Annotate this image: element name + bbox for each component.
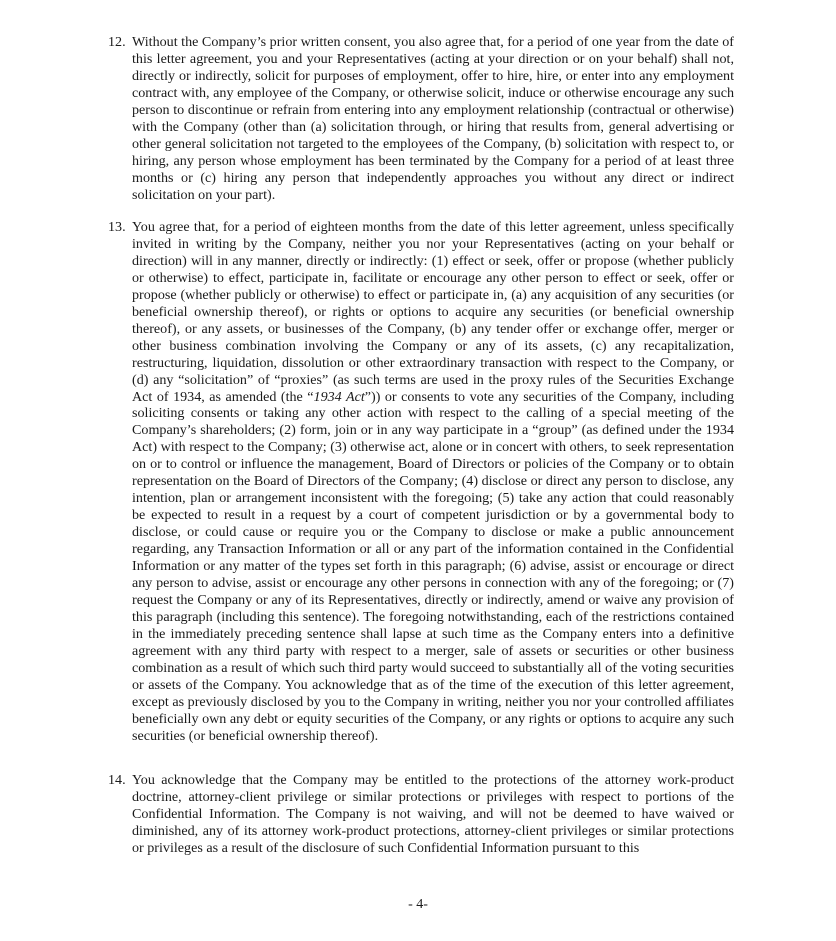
paragraph-text: You acknowledge that the Company may be entitled to the protections of the attorney work-product doctrine, attorney-client privilege or similar protections or privileges with respect to portions of the Confidential Information. The Company is not waiving, and will not be deemed to have waived or diminished, any of its attorney work-product protections, attorney-client privileges or similar protections or privileges as a result of the disclosure of such Confidential Information pursuant to this [132, 772, 734, 856]
paragraph-number: 14. [108, 772, 126, 788]
paragraph-14 [108, 772, 734, 857]
paragraph-number: 13. [108, 219, 126, 235]
paragraph-text [132, 219, 734, 745]
paragraph-text: Without the Company’s prior written consent, you also agree that, for a period of one year from the date of this letter agreement, you and your Representatives (acting at your direction or on your behalf) shall not, directly or indirectly, solicit for purposes of employment, offer to hire, hire, or enter into any employment contract with, any employee of the Company, or otherwise solicit, induce or otherwise encourage any such person to discontinue or refrain from entering into any employment relationship (contractual or otherwise) with the Company (other than (a) solicitation through, or hiring that results from, general advertising or other general solicitation not targeted to the employees of the Company, (b) solicitation with respect to, or hiring, any person whose employment has been terminated by the Company for a period of at least three months or (c) hiring any person that independently approaches you without any direct or indirect solicitation on your part). [132, 34, 734, 203]
paragraph-12 [108, 34, 734, 204]
paragraph-text-part-1: You agree that, for a period of eighteen months from the date of this letter agreement, unless specifically invited in writing by the Company, neither you nor your Representatives (acting on your behalf or direction) will in any manner, directly or indirectly: (1) effect or seek, offer or propose (whether publicly or otherwise) to effect, participate in, facilitate or encourage any other person to effect or seek, offer or propose (whether publicly or otherwise) to effect or participate in, (a) any acquisition of any securities (or beneficial ownership thereof), or rights or options to acquire any securities (or beneficial ownership thereof), or any assets, or businesses of the Company, (b) any tender offer or exchange offer, merger or other business combination involving the Company or any of its assets, (c) any recapitalization, restructuring, liquidation, dissolution or other extraordinary transaction with respect to the Company, or (d) any “solicitation” of “proxies” (as such terms are used in the proxy rules of the Securities Exchange Act of 1934, as amended (the “ [132, 219, 734, 405]
defined-term: 1934 Act [313, 388, 365, 405]
paragraph-number: 12. [108, 34, 126, 50]
paragraph-13 [108, 219, 734, 745]
page-number: - 4- [408, 897, 428, 912]
paragraph-text-part-2: ”)) or consents to vote any securities of the Company, including soliciting consents or taking any other action with respect to the calling of a special meeting of the Company’s shareholders; (2) form, join or in any way participate in a “group” (as defined under the 1934 Act) with respect to the Company; (3) otherwise act, alone or in concert with others, to seek representation on or to control or influence the management, Board of Directors or policies of the Company or to obtain representation on the Board of Directors of the Company; (4) disclose or direct any person to disclose, any intention, plan or arrangement inconsistent with the foregoing; (5) take any action that could reasonably be expected to result in a request by a court of competent jurisdiction or by a governmental body to disclose, or could cause or require you or the Company to disclose or make a public announcement regarding, any Transaction Information or all or any part of the information contained in the Confidential Information or any matter of the types set forth in this paragraph; (6) advise, assist or encourage or direct any person to advise, assist or encourage any other persons in connection with any of the foregoing; or (7) request the Company or any of its Representatives, directly or indirectly, amend or waive any provision of this paragraph (including this sentence). The foregoing notwithstanding, each of the restrictions contained in the immediately preceding sentence shall lapse at such time as the Company enters into a definitive agreement with any third party with respect to a merger, sale of assets or securities or other business combination as a result of which such third party would succeed to substantially all of the voting securities or assets of the Company. You acknowledge that as of the time of the execution of this letter agreement, except as previously disclosed by you to the Company in writing, neither you nor your controlled affiliates beneficially own any debt or equity securities of the Company, or any rights or options to acquire any such securities (or beneficial ownership thereof). [132, 388, 734, 744]
